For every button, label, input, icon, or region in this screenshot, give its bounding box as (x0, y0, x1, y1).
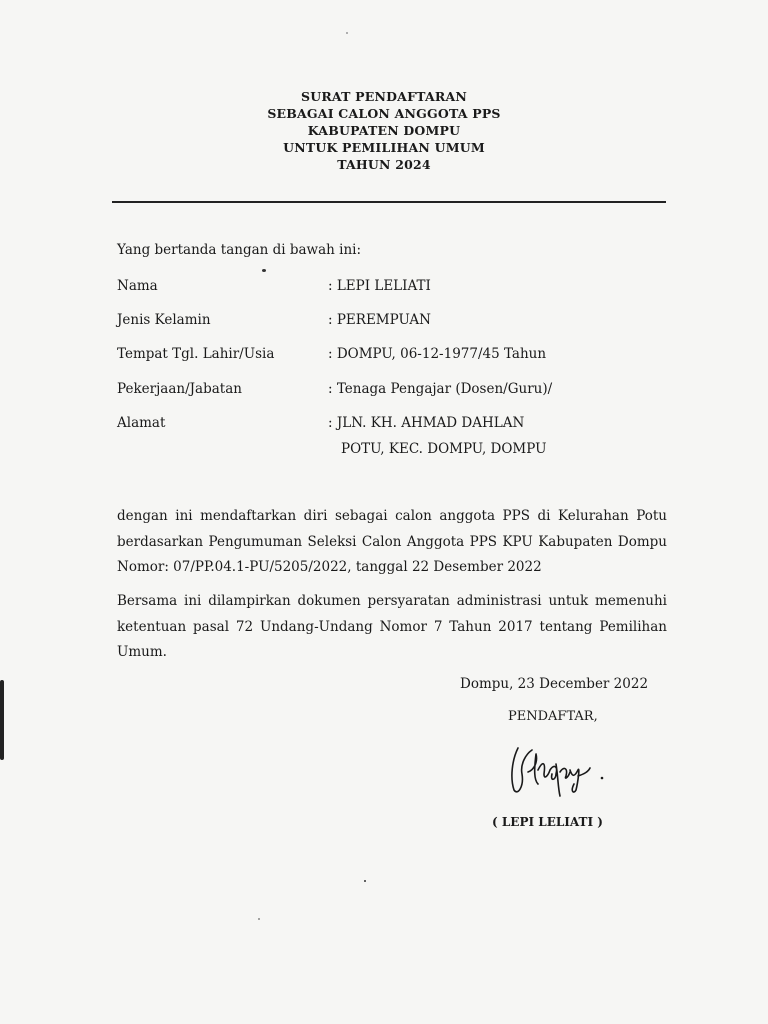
field-label: Nama (117, 278, 158, 294)
field-value: : Tenaga Pengajar (Dosen/Guru)/ (328, 381, 553, 397)
signature-role: PENDAFTAR, (508, 709, 598, 724)
intro-text: Yang bertanda tangan di bawah ini: (117, 242, 362, 258)
paragraph-line: Bersama ini dilampirkan dokumen persyaratan administrasi untuk memenuhi (117, 593, 667, 609)
title-line-1: SURAT PENDAFTARAN (301, 89, 467, 104)
field-row-alamat (117, 415, 677, 463)
attachment-paragraph (117, 589, 667, 666)
title-line-2: SEBAGAI CALON ANGGOTA PPS (267, 106, 501, 121)
scan-speck (346, 32, 348, 34)
registration-paragraph (117, 504, 667, 581)
title-line-4: UNTUK PEMILIHAN UMUM (283, 140, 485, 155)
field-label: Tempat Tgl. Lahir/Usia (117, 346, 275, 362)
header-divider (112, 201, 666, 203)
field-row-tempat-tgl-lahir (117, 346, 677, 366)
field-value: : DOMPU, 06-12-1977/45 Tahun (328, 346, 547, 362)
title-line-5: TAHUN 2024 (337, 157, 431, 172)
signature-place-date: Dompu, 23 December 2022 (460, 676, 649, 692)
paragraph-line: ketentuan pasal 72 Undang-Undang Nomor 7 Tahun 2017 tentang Pemilihan (117, 618, 667, 635)
handwritten-signature-icon (504, 740, 624, 800)
scan-speck (364, 880, 366, 882)
scan-edge-mark (0, 680, 4, 760)
paragraph-line: dengan ini mendaftarkan diri sebagai calon anggota PPS di Kelurahan Potu (117, 508, 667, 524)
field-label: Alamat (117, 415, 166, 431)
scan-speck (258, 918, 260, 920)
scan-speck (262, 269, 266, 272)
field-label: Jenis Kelamin (117, 312, 211, 328)
field-value: : LEPI LELIATI (328, 278, 431, 294)
paragraph-line: Nomor: 07/PP.04.1-PU/5205/2022, tanggal 22 Desember 2022 (117, 559, 542, 575)
signatory-name: ( LEPI LELIATI ) (492, 815, 603, 829)
paragraph-line: berdasarkan Pengumuman Seleksi Calon Anggota PPS KPU Kabupaten Dompu (117, 533, 667, 550)
title-line-3: KABUPATEN DOMPU (307, 123, 461, 138)
field-value-continued: POTU, KEC. DOMPU, DOMPU (341, 441, 547, 457)
field-row-nama (117, 278, 677, 298)
paragraph-line: Umum. (117, 644, 167, 660)
field-row-pekerjaan (117, 381, 677, 401)
field-value: : JLN. KH. AHMAD DAHLAN (328, 415, 525, 431)
field-value: : PEREMPUAN (328, 312, 431, 328)
document-title (0, 88, 768, 173)
field-label: Pekerjaan/Jabatan (117, 381, 242, 397)
field-row-jenis-kelamin (117, 312, 677, 332)
